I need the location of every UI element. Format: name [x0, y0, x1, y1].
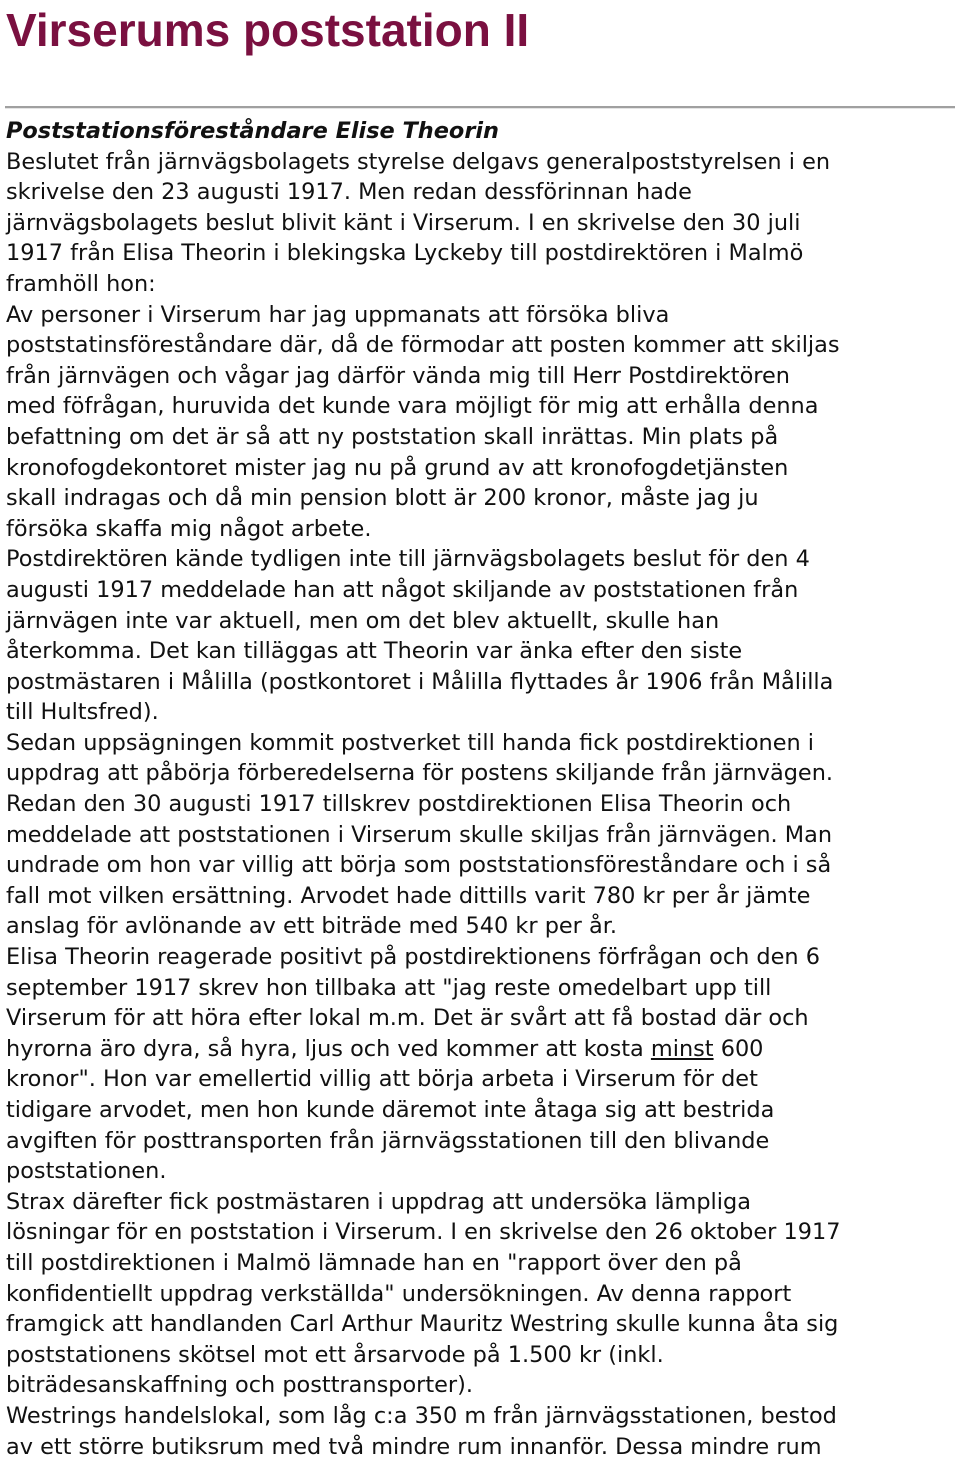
text-line: Redan den 30 augusti 1917 tillskrev postdirektionen Elisa Theorin och — [6, 791, 792, 818]
text-line: järnvägen inte var aktuell, men om det blev aktuellt, skulle han — [6, 607, 720, 634]
text-line: postmästaren i Målilla (postkontoret i Målilla flyttades år 1906 från Målilla — [6, 668, 834, 695]
text-line: 1917 från Elisa Theorin i blekingska Lyckeby till postdirektören i Malmö — [6, 240, 804, 267]
text-line: biträdesanskaffning och posttransporter). — [6, 1372, 473, 1399]
text-line: lösningar för en poststation i Virserum. I en skrivelse den 26 oktober 1917 — [6, 1219, 841, 1246]
text-line: meddelade att poststationen i Virserum skulle skiljas från järnvägen. Man — [6, 821, 833, 848]
text-line: kronor". Hon var emellertid villig att börja arbeta i Virserum för det — [6, 1066, 758, 1093]
text-line: Virserum för att höra efter lokal m.m. Det är svårt att få bostad där och — [6, 1005, 809, 1032]
paragraph-lines-b — [6, 1064, 960, 1460]
text-line: poststationen. — [6, 1158, 167, 1185]
text-line: fall mot vilken ersättning. Arvodet hade dittills varit 780 kr per år jämte — [6, 882, 811, 909]
text-line: framhöll hon: — [6, 270, 156, 297]
text-line: Postdirektören kände tydligen inte till järnvägsbolagets beslut för den 4 — [6, 546, 810, 573]
text-line: till Hultsfred). — [6, 699, 159, 726]
text-line: uppdrag att påbörja förberedelserna för postens skiljande från järnvägen. — [6, 760, 833, 787]
section-subheading: Poststationsföreståndare Elise Theorin — [6, 118, 499, 144]
text-line: järnvägsbolagets beslut blivit känt i Virserum. I en skrivelse den 30 juli — [6, 209, 801, 236]
text-line: skrivelse den 23 augusti 1917. Men redan dessförinnan hade — [6, 179, 692, 206]
article-body — [6, 116, 960, 1460]
text-line: undrade om hon var villig att börja som poststationsföreståndare och i så — [6, 852, 832, 879]
text-line: tidigare arvodet, men hon kunde däremot inte åtaga sig att bestrida — [6, 1097, 775, 1123]
text-line: kronofogdekontoret mister jag nu på grund av att kronofogdetjänsten — [6, 454, 789, 481]
horizontal-rule — [5, 106, 955, 109]
text-line: augusti 1917 meddelade han att något skiljande av poststationen från — [6, 576, 799, 603]
text-line: Elisa Theorin reagerade positivt på postdirektionens förfrågan och den 6 — [6, 944, 820, 971]
text-fragment: 600 — [713, 1035, 764, 1062]
page-title: Virserums poststation II — [6, 4, 530, 56]
text-line: Westrings handelslokal, som låg c:a 350 m från järnvägsstationen, bestod — [6, 1402, 837, 1429]
text-line: skall indragas och då min pension blott är 200 kronor, måste jag ju — [6, 485, 759, 512]
text-line: från järnvägen och vågar jag därför vända mig till Herr Postdirektören — [6, 362, 790, 389]
text-line: befattning om det är så att ny poststation skall inrättas. Min plats på — [6, 423, 779, 450]
text-fragment: hyrorna äro dyra, så hyra, ljus och ved kommer att kosta — [6, 1035, 651, 1062]
text-line: med föfrågan, huruvida det kunde vara möjligt för mig att erhålla denna — [6, 393, 819, 420]
text-line: september 1917 skrev hon tillbaka att "jag reste omedelbart upp till — [6, 974, 772, 1001]
text-line: försöka skaffa mig något arbete. — [6, 515, 372, 542]
text-line: anslag för avlönande av ett biträde med 540 kr per år. — [6, 913, 617, 940]
text-line: Sedan uppsägningen kommit postverket till handa fick postdirektionen i — [6, 729, 815, 756]
text-line: Av personer i Virserum har jag uppmanats att försöka bliva — [6, 301, 670, 328]
text-line: av ett större butiksrum med två mindre rum innanför. Dessa mindre rum — [6, 1433, 822, 1460]
text-line: poststationens skötsel mot ett årsarvode på 1.500 kr (inkl. — [6, 1341, 664, 1368]
text-line: återkomma. Det kan tilläggas att Theorin var änka efter den siste — [6, 638, 743, 665]
text-line: framgick att handlanden Carl Arthur Mauritz Westring skulle kunna åta sig — [6, 1311, 839, 1338]
text-line: poststatinsföreståndare där, då de förmodar att posten kommer att skiljas — [6, 332, 840, 359]
text-line: till postdirektionen i Malmö lämnade han en "rapport över den på — [6, 1249, 742, 1276]
text-line-with-underline — [6, 1034, 960, 1065]
paragraph-lines-a — [6, 147, 960, 1034]
underlined-word: minst — [650, 1035, 714, 1062]
text-line: avgiften för posttransporten från järnvägsstationen till den blivande — [6, 1127, 770, 1154]
text-line: Strax därefter fick postmästaren i uppdrag att undersöka lämpliga — [6, 1188, 751, 1215]
text-line: konfidentiellt uppdrag verkställda" undersökningen. Av denna rapport — [6, 1280, 792, 1307]
text-line: Beslutet från järnvägsbolagets styrelse delgavs generalpoststyrelsen i en — [6, 148, 831, 175]
